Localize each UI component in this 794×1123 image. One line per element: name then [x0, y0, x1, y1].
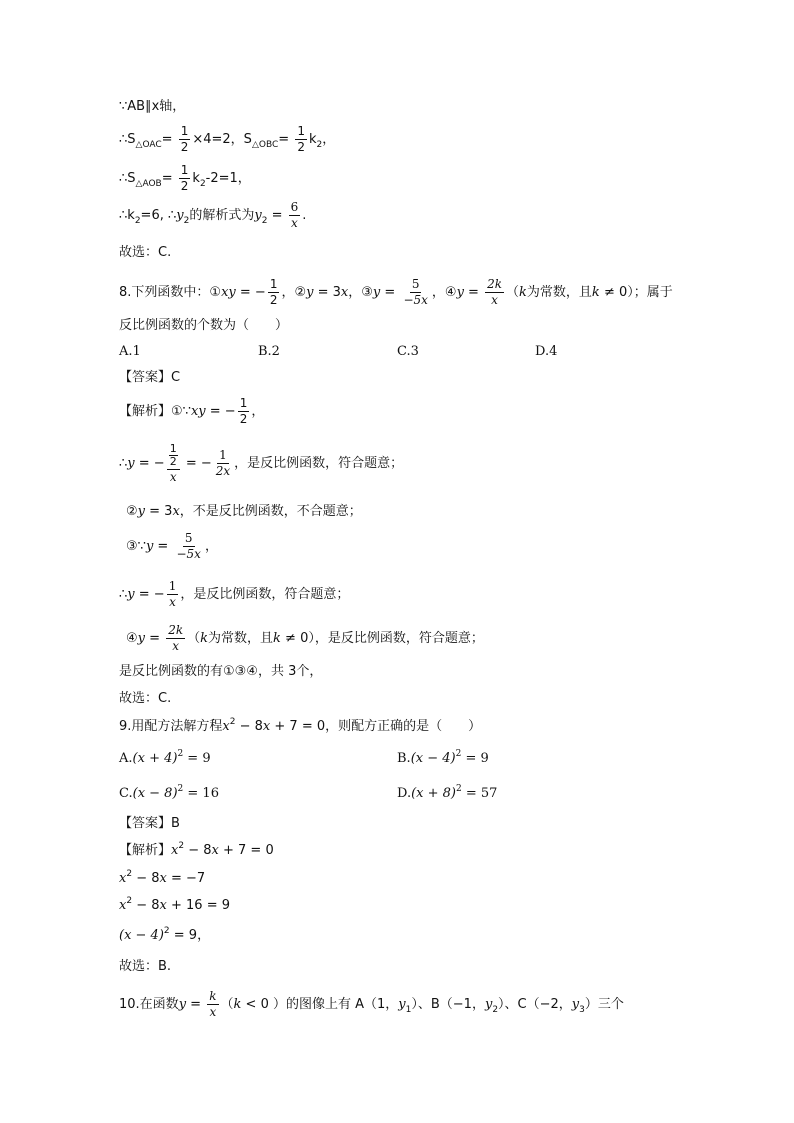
text: ≠ 0）；属于 [599, 285, 673, 301]
math-var: y [145, 539, 154, 555]
math-var: y [176, 208, 184, 224]
math-var: y [178, 997, 187, 1013]
text: = −7 [166, 871, 206, 886]
text: （ [506, 285, 520, 301]
superscript: 2 [126, 896, 133, 906]
text: 【答案】C [119, 370, 181, 385]
text-line [119, 164, 251, 193]
solution-9-line [119, 841, 274, 858]
solution-8-line [126, 532, 218, 561]
text: = [278, 132, 290, 148]
subscript: △AOB [135, 179, 162, 190]
text: ∴ [119, 456, 128, 472]
text: . [302, 208, 307, 224]
option-c: C.3 [397, 344, 419, 359]
fraction: $\frac{1}{2x}$ [215, 448, 231, 479]
text: 为常数，且 [526, 285, 592, 301]
text: − 8 [132, 898, 160, 913]
math-var: x [172, 504, 180, 519]
option-c: $C.(x - 8)^2 = 16$ [119, 784, 219, 801]
solution-9-line [119, 869, 206, 886]
text: 【答案】B [119, 816, 180, 831]
text: 故选：C. [119, 691, 172, 706]
text: = [463, 285, 484, 301]
text: = [380, 285, 400, 301]
fraction: $\frac{1}{2}$ [180, 163, 189, 194]
superscript: 2 [126, 869, 133, 879]
text: 为常数，且 [208, 631, 274, 647]
fraction: $\frac{1}{2}$ [297, 124, 305, 155]
text: 故选：C. [119, 245, 172, 260]
text: 【解析】①∵ [119, 404, 191, 420]
text: ② [126, 504, 138, 519]
math-var: x [159, 898, 167, 913]
subscript: 2 [316, 140, 323, 151]
answer-8 [119, 371, 180, 384]
solution-8-line [119, 443, 403, 484]
text: = 9， [169, 928, 211, 943]
text-line [119, 319, 288, 332]
text: =6, ∴ [140, 208, 177, 224]
solution-9-line [119, 896, 230, 913]
text: = [161, 132, 173, 148]
solution-8-line [126, 505, 362, 518]
text-line [119, 201, 306, 230]
text: k [308, 132, 317, 148]
math-var: y [484, 997, 493, 1013]
text: − 8 [132, 871, 160, 886]
math-var: y [137, 504, 146, 519]
text: + 16 = 9 [166, 898, 230, 913]
text: = − [134, 456, 165, 472]
solution-8-line [119, 580, 349, 609]
option-d: $D.(x + 8)^2 = 57$ [397, 784, 498, 801]
text: 是反比例函数的有①③④，共 3个， [119, 664, 323, 679]
math-var: x [262, 719, 271, 734]
text: ≠ 0），是反比例函数，符合题意； [280, 631, 484, 647]
math-var: xy [190, 404, 206, 420]
subscript: △OAC [135, 140, 162, 151]
text: ， [251, 404, 265, 420]
option-a: $A.(x + 4)^2 = 9$ [119, 749, 211, 766]
text: ∴k [119, 208, 135, 224]
text: + 7 = 0 [270, 719, 326, 734]
fraction: $\frac{5}{-5x}$ [176, 531, 201, 562]
text-line [119, 100, 185, 113]
math-var: x [159, 871, 167, 886]
fraction: $\frac{2k}{x}$ [487, 277, 502, 308]
math-var: xy [221, 285, 236, 301]
text: = − [235, 285, 266, 301]
text: ④ [126, 631, 138, 647]
superscript: 2 [178, 841, 185, 851]
subscript: 2 [492, 1005, 499, 1016]
subscript: 2 [199, 179, 206, 190]
math-var: x [211, 843, 219, 858]
subscript: 2 [134, 216, 141, 227]
math-var: x [222, 719, 230, 734]
math-var: y [306, 285, 314, 301]
text: = 3 [145, 504, 173, 519]
text-line [119, 665, 322, 678]
option-d: D.4 [535, 344, 558, 359]
text: ，④ [431, 285, 457, 301]
text: ，③ [348, 285, 373, 301]
fraction: $\frac{2k}{x}$ [168, 623, 184, 654]
math-var: k [233, 997, 242, 1013]
text: = [267, 208, 287, 224]
compound-fraction: 1 2 x [167, 443, 180, 484]
text-line [119, 692, 171, 705]
fraction: $\frac{6}{x}$ [290, 200, 299, 231]
math-var: k [273, 631, 281, 647]
fraction: $\frac{k}{x}$ [209, 989, 217, 1020]
math-var: y [137, 631, 146, 647]
text: = − [134, 587, 165, 603]
fraction: $\frac{1}{2}$ [269, 277, 278, 308]
subscript: 3 [579, 1005, 585, 1016]
math-var: x [340, 285, 349, 301]
math-var: y [372, 285, 381, 301]
question-9-stem [119, 717, 482, 734]
math-var: y [127, 456, 135, 472]
solution-9-line [119, 926, 211, 943]
text: ）三个 [584, 997, 624, 1013]
text: = 3 [313, 285, 341, 301]
text: − 8 [184, 843, 212, 858]
math-var: y [254, 208, 262, 224]
text: 故选：B. [119, 959, 172, 974]
text: = − [205, 404, 236, 420]
text: ，不是反比例函数，不合题意； [179, 504, 362, 519]
text: ，是反比例函数，符合题意； [180, 587, 350, 603]
text: 的解析式为 [189, 208, 255, 224]
math-var: y [456, 285, 464, 301]
solution-8-line [126, 624, 484, 653]
subscript: 2 [261, 216, 268, 227]
fraction: $\frac{5}{-5x}$ [403, 277, 428, 308]
math-var: k [200, 631, 208, 647]
text: ×4=2，S [192, 132, 252, 148]
text: ∴ [119, 587, 128, 603]
option-b: B.2 [258, 344, 280, 359]
option-b: $B.(x - 4)^2 = 9$ [397, 749, 489, 766]
text: 反比例函数的个数为（ ） [119, 318, 289, 333]
text: ，② [281, 285, 307, 301]
fraction: $\frac{1}{2}$ [239, 396, 248, 427]
fraction: $\frac{1}{x}$ [168, 579, 177, 610]
text: ，是反比例函数，符合题意； [234, 456, 404, 472]
math-var: x [119, 871, 127, 886]
question-8-stem [119, 278, 673, 307]
text: = [153, 539, 173, 555]
text: < 0 ）的图像上有 A（1， [241, 997, 399, 1013]
text: 10.在函数 [119, 997, 179, 1013]
text-line [119, 246, 171, 259]
math-var: x [171, 843, 179, 858]
text: = [186, 997, 206, 1013]
subscript: 1 [405, 1005, 412, 1016]
math-var: y [127, 587, 135, 603]
text: ）、C（−2， [498, 997, 572, 1013]
math-var: x [119, 898, 127, 913]
superscript: 2 [163, 926, 170, 936]
text: + 7 = 0 [218, 843, 274, 858]
text: ③∵ [126, 539, 146, 555]
fraction: $\frac{1}{2}$ [180, 124, 189, 155]
text: ∴S [119, 171, 136, 187]
text: = [161, 171, 173, 187]
text: ，则配方正确的是（ ） [325, 719, 482, 734]
text-line [119, 960, 171, 973]
text-line [119, 125, 335, 154]
text: ， [322, 132, 336, 148]
text: ∴S [119, 132, 136, 148]
text: 8.下列函数中：① [119, 285, 222, 301]
math-expr: (x − 4) [119, 928, 164, 943]
subscript: 2 [183, 216, 190, 227]
math-var: y [571, 997, 580, 1013]
text: ）、B（−1， [411, 997, 485, 1013]
answer-9 [119, 817, 180, 830]
text: 9.用配方法解方程 [119, 719, 223, 734]
text: − 8 [235, 719, 263, 734]
text: （ [187, 631, 201, 647]
subscript: △OBC [251, 140, 279, 151]
text: （ [220, 997, 234, 1013]
superscript: 2 [229, 717, 236, 727]
text: ∵AB∥x轴， [119, 99, 186, 114]
option-a: A.1 [119, 344, 141, 359]
math-var: k [519, 285, 527, 301]
math-var: k [591, 285, 600, 301]
question-10-stem [119, 990, 624, 1019]
text: = [145, 631, 165, 647]
solution-8-line [119, 397, 264, 426]
text: k [192, 171, 200, 187]
text: = − [181, 456, 212, 472]
text: ， [204, 539, 218, 555]
text: 【解析】 [119, 843, 172, 858]
text: -2=1， [205, 171, 251, 187]
math-var: y [398, 997, 406, 1013]
